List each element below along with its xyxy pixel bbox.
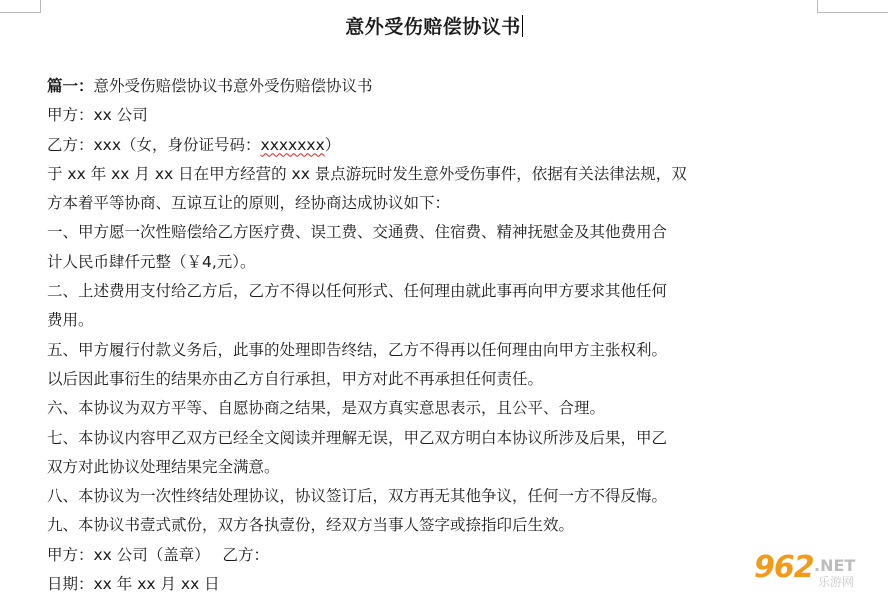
- watermark-site-name: 乐游网: [818, 575, 855, 589]
- paragraph-line: 计人民币肆仟元整（￥4,元）。: [47, 252, 256, 271]
- party-a-line: 甲方：xx 公司: [47, 106, 148, 125]
- paragraph-line: 一、甲方愿一次性赔偿给乙方医疗费、误工费、交通费、住宿费、精神抚慰金及其他费用合: [47, 223, 668, 242]
- section-heading-text: 意外受伤赔偿协议书意外受伤赔偿协议书: [93, 77, 373, 95]
- paragraph-line: 于 xx 年 xx 月 xx 日在甲方经营的 xx 景点游玩时发生意外受伤事件，依据有关法律法规，双: [47, 164, 687, 183]
- site-watermark-logo: [752, 551, 882, 595]
- party-b-id-misspelled: xxxxxxx: [260, 135, 325, 154]
- paragraph-line: 九、本协议书壹式贰份，双方各执壹份，经双方当事人签字或捺指印后生效。: [47, 516, 575, 535]
- date-line: 日期：xx 年 xx 月 xx 日: [47, 575, 220, 594]
- paragraph-line: 六、本协议为双方平等、自愿协商之结果，是双方真实意思表示，且公平、合理。: [47, 399, 606, 418]
- paragraph-line: 七、本协议内容甲乙双方已经全文阅读并理解无误，甲乙双方明白本协议所涉及后果，甲乙: [47, 428, 668, 447]
- watermark-number: 962: [754, 550, 814, 585]
- party-b-suffix: ）: [324, 135, 341, 154]
- paragraph-line: 以后因此事衍生的结果亦由乙方自行承担，甲方对此不再承担任何责任。: [47, 369, 544, 388]
- section-heading: [47, 72, 837, 101]
- paragraph-line: 费用。: [47, 311, 94, 330]
- section-heading-prefix: 篇一：: [47, 77, 94, 95]
- party-b-prefix: 乙方：xxx（女，身份证号码：: [47, 135, 261, 154]
- paragraph-line: 五、甲方履行付款义务后，此事的处理即告终结，乙方不得再以任何理由向甲方主张权利。: [47, 340, 668, 359]
- document-title[interactable]: [0, 12, 868, 42]
- paragraph-line: 八、本协议为一次性终结处理协议，协议签订后，双方再无其他争议，任何一方不得反悔。: [47, 487, 668, 506]
- watermark-domain: .NET: [814, 556, 856, 575]
- text-cursor: [522, 15, 523, 37]
- document-body[interactable]: [47, 72, 837, 599]
- party-b-line: [47, 131, 837, 160]
- document-title-text: 意外受伤赔偿协议书: [345, 16, 521, 38]
- paragraph-line: 二、上述费用支付给乙方后，乙方不得以任何形式、任何理由就此事再向甲方要求其他任何: [47, 282, 668, 301]
- paragraph-line: 双方对此协议处理结果完全满意。: [47, 457, 280, 476]
- signature-line: 甲方：xx 公司（盖章） 乙方：: [47, 545, 269, 564]
- paragraph-line: 方本着平等协商、互谅互让的原则，经协商达成协议如下：: [47, 194, 451, 213]
